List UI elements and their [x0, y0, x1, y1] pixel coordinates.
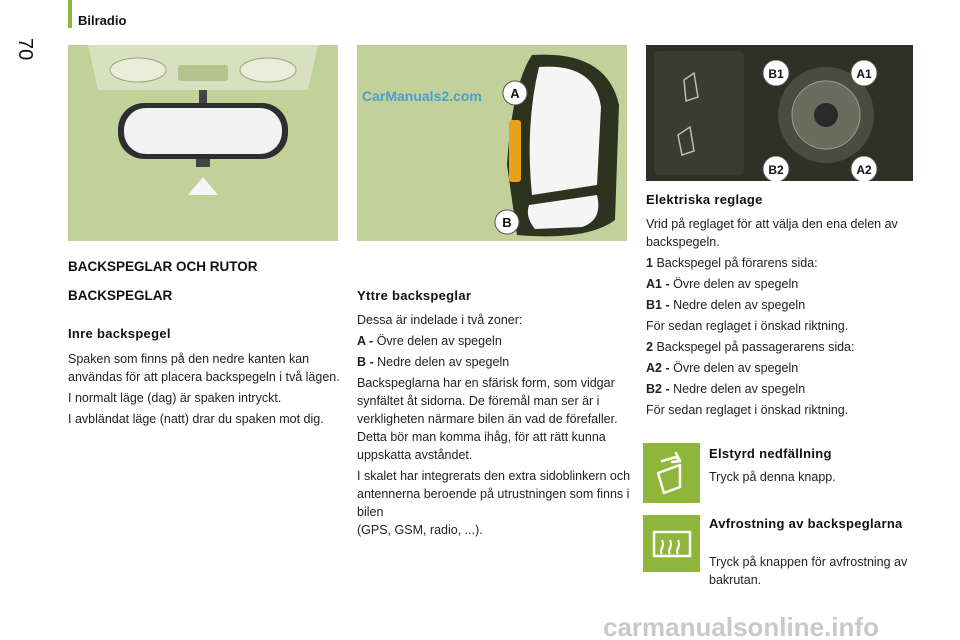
callout-a: A — [510, 86, 520, 101]
callout-a1: A1 — [856, 67, 872, 81]
inner-mirror-text — [68, 350, 343, 428]
passenger-side-line — [646, 338, 916, 356]
passenger-side-text: Backspegel på passagerarens sida: — [656, 340, 855, 354]
zone-a-label: A - — [357, 334, 374, 348]
fold-text: Tryck på denna knapp. — [709, 470, 836, 484]
direction-1: För sedan reglaget i önskad riktning. — [646, 319, 849, 333]
exterior-mirror-illustration — [357, 45, 627, 241]
driver-side-line — [646, 254, 916, 272]
electric-intro: Vrid på reglaget för att välja den ena delen av backspegeln. — [646, 217, 898, 249]
callout-b: B — [502, 215, 512, 230]
outer-p1: Backspeglarna har en sfärisk form, som vidgar synfältet åt sidorna. De föremål man ser är i verkligheten närmare bilen än vad de förefaller. Detta bör man komma ihåg, för att rätt kunna uppskatta avståndet. — [357, 376, 618, 462]
inner-mirror-p2: I normalt läge (dag) är spaken intryckt. — [68, 391, 282, 405]
interior-mirror-illustration — [68, 45, 338, 241]
watermark-bottom: carmanualsonline.info — [603, 612, 879, 640]
driver-side-text: Backspegel på förarens sida: — [656, 256, 818, 270]
b1-text: Nedre delen av spegeln — [673, 298, 806, 312]
header-accent-bar — [68, 0, 72, 28]
fold-heading: Elstyrd nedfällning — [709, 446, 832, 461]
zone-b-label: B - — [357, 355, 374, 369]
passenger-side-number: 2 — [646, 340, 653, 354]
zone-a-text: Övre delen av spegeln — [376, 334, 502, 348]
section-title: Bilradio — [78, 13, 127, 28]
defrost-icon — [646, 518, 698, 570]
callout-b2: B2 — [768, 163, 784, 177]
a2-line — [646, 359, 916, 377]
mirror-defrost-button-illustration — [643, 515, 700, 572]
driver-side-number: 1 — [646, 256, 653, 270]
mirrors-heading: BACKSPEGLAR — [68, 288, 173, 303]
mirror-fold-icon — [646, 447, 698, 499]
main-heading: BACKSPEGLAR OCH RUTOR — [68, 259, 258, 274]
a1-line — [646, 275, 916, 293]
outer-mirrors-heading: Yttre backspeglar — [357, 288, 472, 303]
interior-mirror-drawing — [68, 45, 338, 241]
defrost-text: Tryck på knappen för avfrostning av bakrutan. — [709, 555, 908, 587]
inner-mirror-p1: Spaken som finns på den nedre kanten kan användas för att placera backspegeln i två lägen. — [68, 352, 340, 384]
b1-line — [646, 296, 916, 314]
mirror-fold-button-illustration — [643, 443, 700, 503]
a1-text: Övre delen av spegeln — [673, 277, 799, 291]
a1-label: A1 - — [646, 277, 670, 291]
inner-mirror-heading: Inre backspegel — [68, 326, 171, 341]
b1-label: B1 - — [646, 298, 670, 312]
callout-b1: B1 — [768, 67, 784, 81]
direction-2: För sedan reglaget i önskad riktning. — [646, 403, 849, 417]
zone-a-line — [357, 332, 632, 350]
zone-b-line — [357, 353, 632, 371]
outer-intro: Dessa är indelade i två zoner: — [357, 313, 523, 327]
mirror-control-illustration — [646, 45, 913, 181]
watermark-top: CarManuals2.com — [362, 88, 482, 104]
page-number: 70 — [14, 38, 36, 61]
b2-line — [646, 380, 916, 398]
a2-text: Övre delen av spegeln — [673, 361, 799, 375]
outer-mirrors-text — [357, 311, 632, 539]
outer-p3: (GPS, GSM, radio, ...). — [357, 523, 483, 537]
mirror-control-drawing — [646, 45, 913, 181]
zone-b-text: Nedre delen av spegeln — [377, 355, 510, 369]
exterior-mirror-drawing — [357, 45, 627, 241]
b2-label: B2 - — [646, 382, 670, 396]
electric-controls-text — [646, 215, 916, 419]
defrost-heading: Avfrostning av backspeglarna — [709, 516, 903, 531]
inner-mirror-p3: I avbländat läge (natt) drar du spaken mot dig. — [68, 412, 324, 426]
electric-controls-heading: Elektriska reglage — [646, 192, 763, 207]
b2-text: Nedre delen av spegeln — [673, 382, 806, 396]
callout-a2: A2 — [856, 163, 872, 177]
a2-label: A2 - — [646, 361, 670, 375]
outer-p2: I skalet har integrerats den extra sidoblinkern och antennerna beroende på utrustningen som finns i bilen — [357, 469, 631, 519]
